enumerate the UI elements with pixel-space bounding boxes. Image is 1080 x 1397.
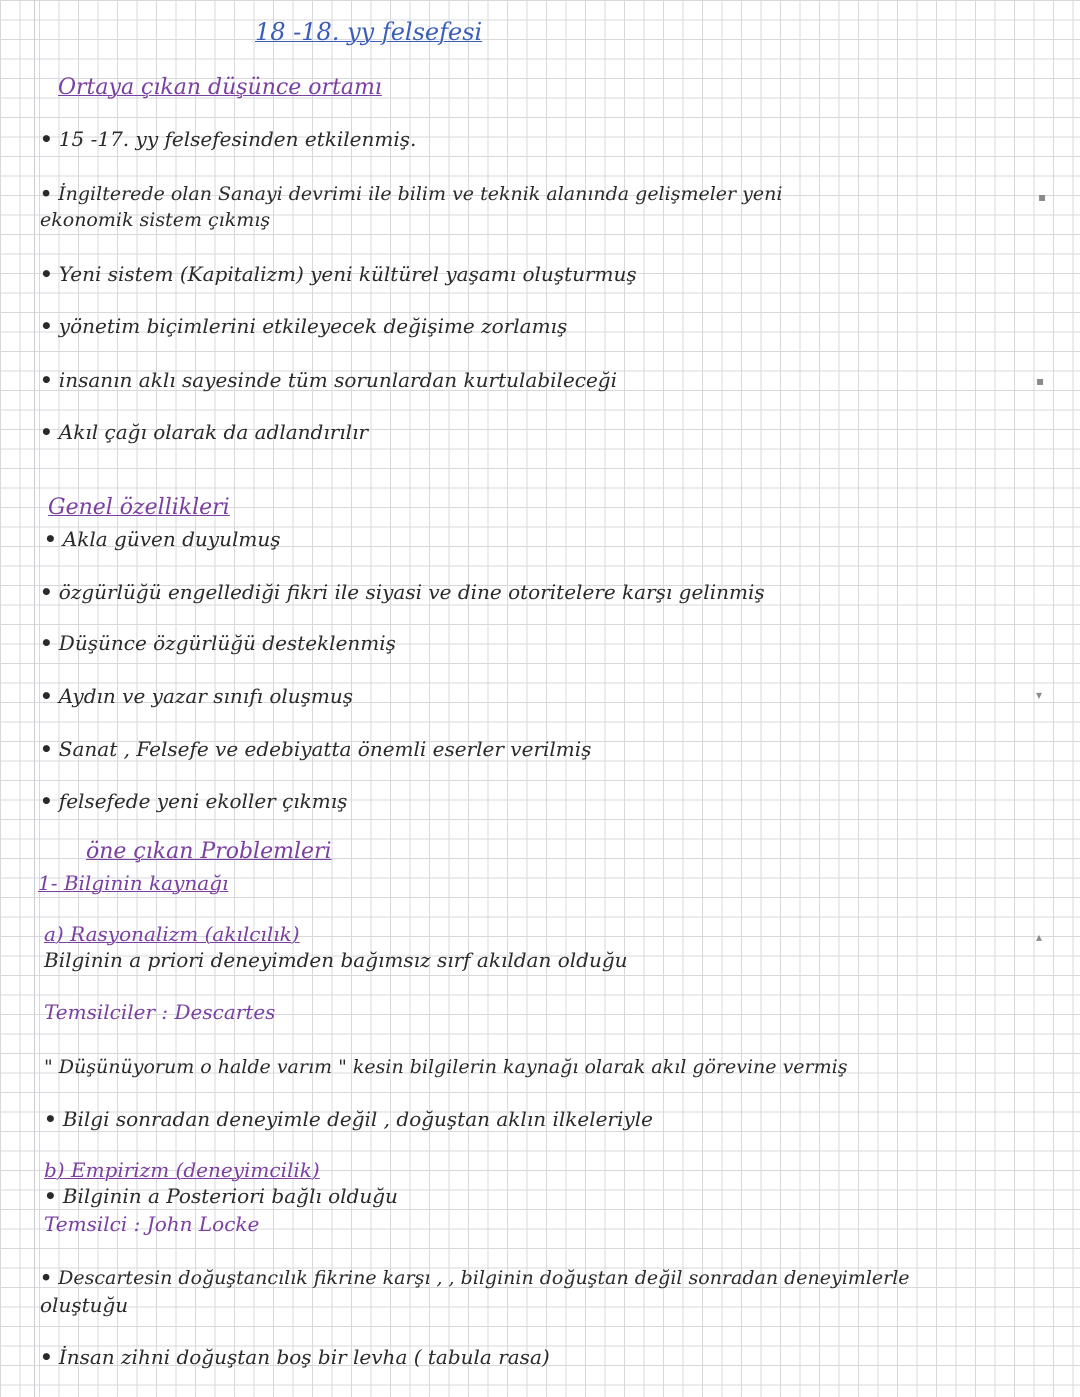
note-line: • İngilterede olan Sanayi devrimi ile bilim ve teknik alanında gelişmeler yeni bbox=[40, 183, 783, 205]
subheading-bilginin-kaynagi: 1- Bilginin kaynağı bbox=[38, 871, 229, 895]
section-heading-ortam: Ortaya çıkan düşünce ortamı bbox=[58, 75, 382, 100]
note-line: • Bilgi sonradan deneyimle değil , doğuştan aklın ilkeleriyle bbox=[44, 1107, 653, 1131]
section-heading-problemler: öne çıkan Problemleri bbox=[86, 839, 332, 864]
page-title: 18 -18. yy felsefesi bbox=[255, 18, 483, 46]
quote-line: " Düşünüyorum o halde varım " kesin bilgilerin kaynağı olarak akıl görevine vermiş bbox=[44, 1056, 848, 1078]
note-line: • Aydın ve yazar sınıfı oluşmuş bbox=[40, 684, 354, 708]
note-line: • Akla güven duyulmuş bbox=[44, 527, 281, 551]
section-heading-genel: Genel özellikleri bbox=[48, 495, 230, 520]
paper-mark: ▪ bbox=[1036, 374, 1045, 388]
note-line: • Akıl çağı olarak da adlandırılır bbox=[40, 420, 369, 444]
note-line: • İnsan zihni doğuştan boş bir levha ( tabula rasa) bbox=[40, 1345, 550, 1369]
note-line: oluştuğu bbox=[40, 1293, 129, 1317]
note-line: • yönetim biçimlerini etkileyecek değişime zorlamış bbox=[40, 314, 568, 338]
note-line: • Düşünce özgürlüğü desteklenmiş bbox=[40, 631, 396, 655]
subheading-empirizm: b) Empirizm (deneyimcilik) bbox=[44, 1158, 320, 1182]
note-line: • felsefede yeni ekoller çıkmış bbox=[40, 789, 348, 813]
note-line: • Bilginin a Posteriori bağlı olduğu bbox=[44, 1184, 398, 1208]
note-line: • özgürlüğü engellediği fikri ile siyasi ve dine otoritelere karşı gelinmiş bbox=[40, 580, 765, 604]
paper-mark: ▪ bbox=[1038, 190, 1047, 204]
note-line: • Sanat , Felsefe ve edebiyatta önemli eserler verilmiş bbox=[40, 737, 592, 761]
representatives-rasyonalizm: Temsilciler : Descartes bbox=[44, 1000, 276, 1024]
note-line: • 15 -17. yy felsefesinden etkilenmiş. bbox=[40, 127, 417, 151]
note-line: Bilginin a priori deneyimden bağımsız sırf akıldan olduğu bbox=[44, 948, 628, 972]
note-line: • Descartesin doğuştancılık fikrine karşı , , bilginin doğuştan değil sonradan deneyimlerle bbox=[40, 1267, 910, 1289]
paper-mark: ▴ bbox=[1036, 930, 1043, 944]
page-margin-line bbox=[34, 0, 35, 1397]
representatives-empirizm: Temsilci : John Locke bbox=[44, 1212, 260, 1236]
note-line: ekonomik sistem çıkmış bbox=[40, 209, 271, 231]
note-line: • Yeni sistem (Kapitalizm) yeni kültürel yaşamı oluşturmuş bbox=[40, 262, 637, 286]
paper-mark: ▾ bbox=[1036, 688, 1043, 702]
note-line: • insanın aklı sayesinde tüm sorunlardan kurtulabileceği bbox=[40, 368, 618, 392]
subheading-rasyonalizm: a) Rasyonalizm (akılcılık) bbox=[44, 922, 300, 946]
